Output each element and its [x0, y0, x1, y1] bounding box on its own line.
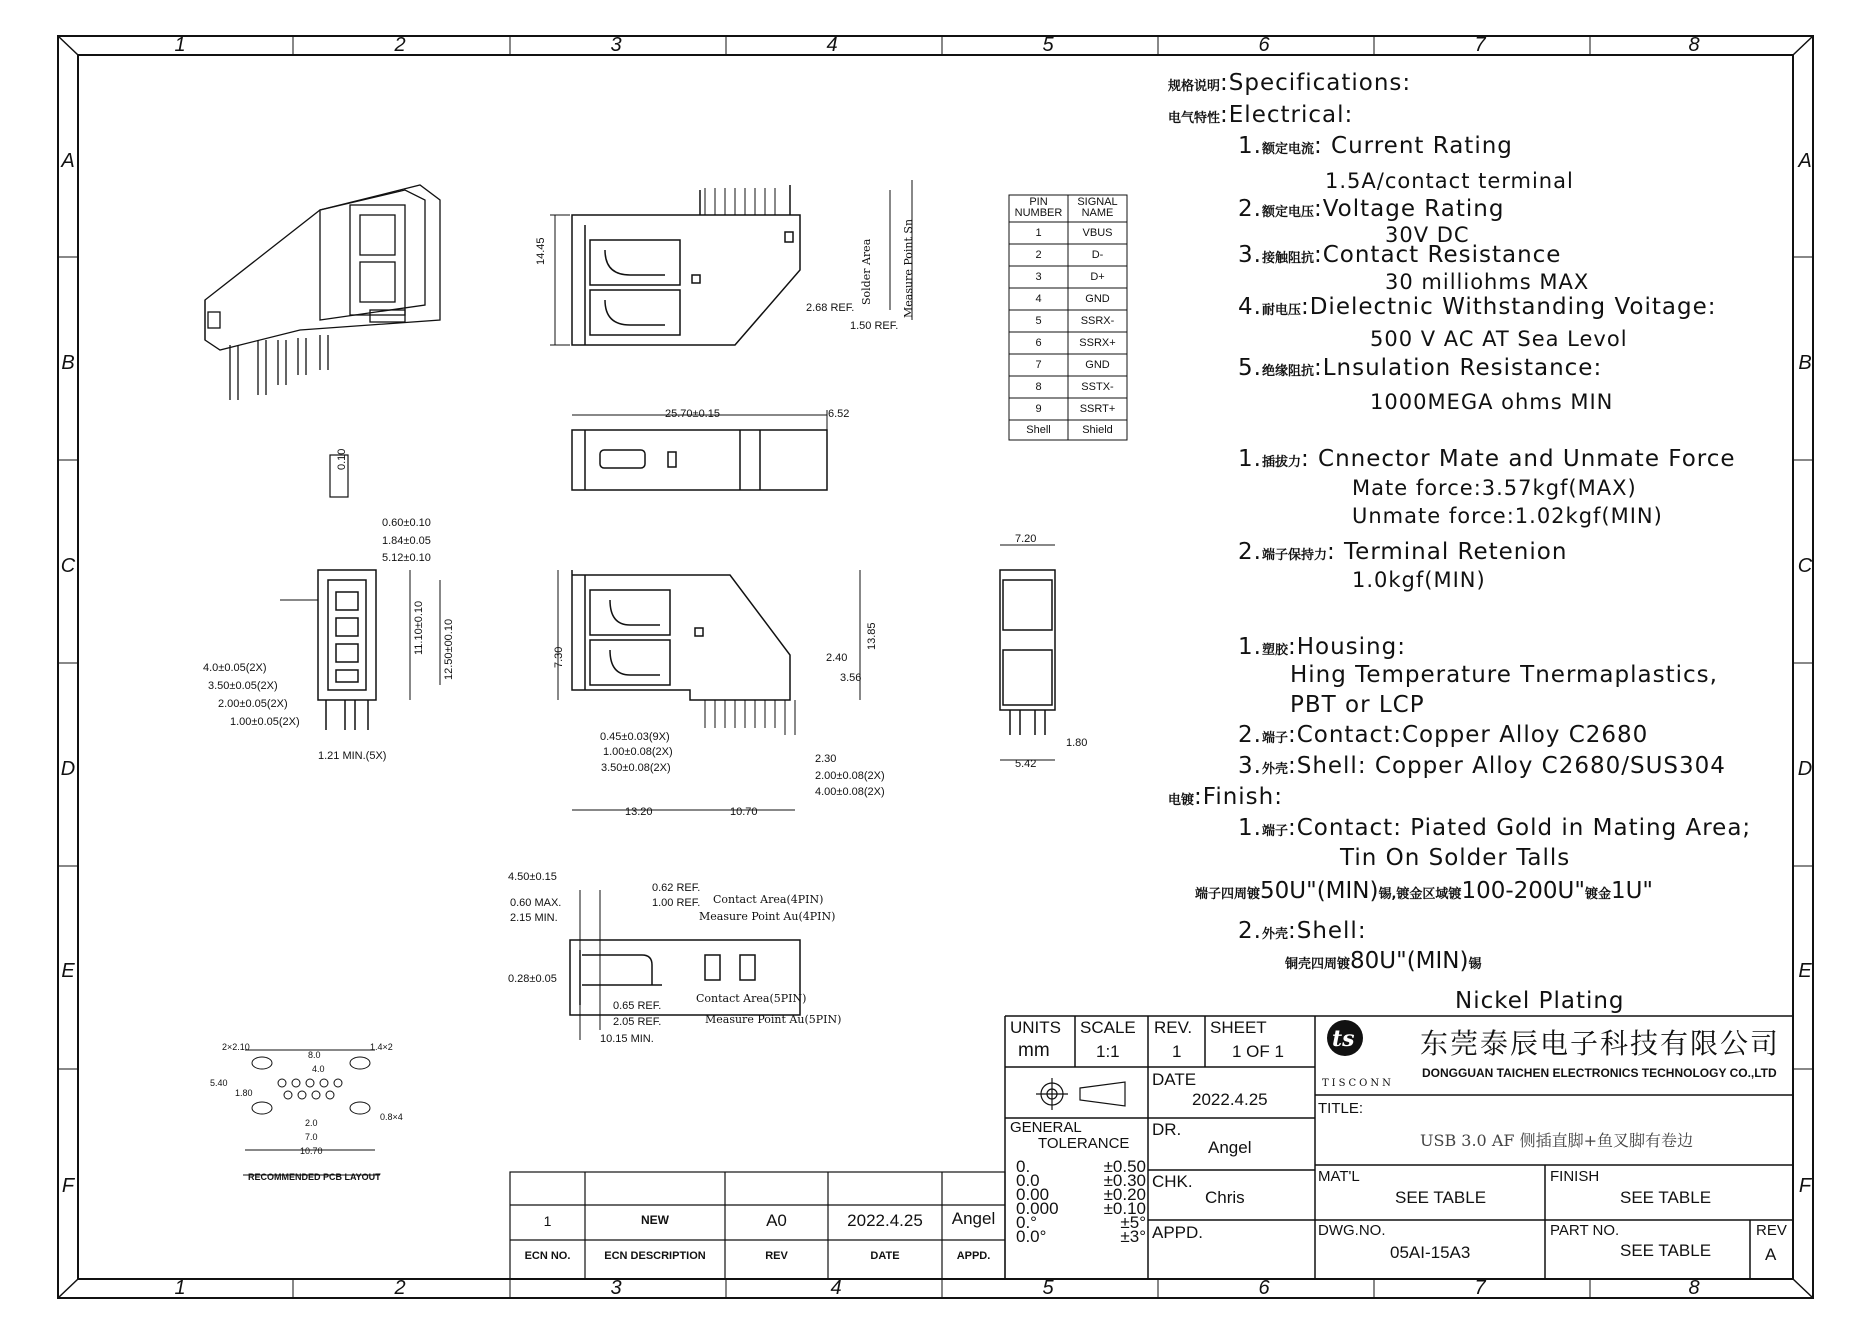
tb-part: SEE TABLE [1620, 1241, 1712, 1260]
pcb-dim-8-0: 8.0 [308, 1050, 321, 1060]
pin-signal: VBUS [1082, 227, 1113, 239]
dim-2-40: 2.40 [826, 652, 848, 664]
dim-7-20: 7.20 [1015, 533, 1037, 545]
label-measure-4pin: Measure Point Au(4PIN) [699, 910, 836, 923]
pin-row: 6 [1035, 337, 1042, 349]
pin-row: 8 [1035, 381, 1042, 393]
tb-dr: Angel [1208, 1138, 1252, 1157]
plating-v-1: 50U"(MIN) [1260, 878, 1379, 904]
pcb-dim-2x2-10: 2×2.10 [222, 1042, 250, 1052]
spec-dw-en: Dielectnic Withstanding Voitage: [1309, 294, 1717, 320]
tb-dr-label: DR. [1152, 1120, 1182, 1139]
spec-ret-en: Terminal Retenion [1344, 539, 1568, 565]
spec-fc-num: 1. [1238, 815, 1262, 841]
label-solder-area: Solder Area [860, 238, 873, 305]
tb-scale: 1:1 [1096, 1042, 1120, 1061]
pin-signal: D+ [1090, 271, 1105, 283]
grid-col-1: 1 [174, 34, 186, 56]
spec-current-value: 1.5A/contact terminal [1325, 169, 1574, 193]
spec-contact-resistance: 3.接触阻抗:Contact Resistance [1238, 242, 1562, 268]
tb-company-en: DONGGUAN TAICHEN ELECTRONICS TECHNOLOGY CO.,LTD [1422, 1066, 1777, 1080]
projection-symbol-icon [1036, 1078, 1125, 1110]
dim-10-70: 10.70 [730, 806, 758, 818]
tol-val: ±0.20 [1103, 1185, 1146, 1204]
rev-rev: A0 [766, 1211, 787, 1230]
tb-company-cn: 东莞泰辰电子科技有限公司 [1420, 1027, 1781, 1060]
pcb-dim-2-0: 2.0 [305, 1118, 318, 1128]
tb-rev2-label: REV [1756, 1222, 1787, 1239]
tol-val: ±0.10 [1103, 1199, 1146, 1218]
pin-row: 5 [1035, 315, 1042, 327]
dim-3-50b: 3.50±0.08(2X) [601, 762, 671, 774]
label-measure-5pin: Measure Point Au(5PIN) [705, 1013, 842, 1026]
grid-col-8: 8 [1688, 34, 1700, 56]
spec-plating-note [1195, 878, 1653, 904]
tb-rev-label: REV. [1154, 1018, 1193, 1037]
spec-fc-cn: 端子 [1261, 824, 1288, 839]
spec-current-en: Current Rating [1331, 133, 1513, 159]
tb-rev2: A [1765, 1245, 1777, 1264]
spec-insulation: 5.绝缘阻抗:Lnsulation Resistance: [1238, 355, 1603, 381]
spec-ir-en: Lnsulation Resistance: [1322, 355, 1603, 381]
spec-ir-num: 5. [1238, 355, 1262, 381]
label-contact-area-5pin: Contact Area(5PIN) [696, 992, 807, 1005]
tb-tol-label-1: GENERAL [1010, 1119, 1082, 1136]
spec-shell-plating [1285, 948, 1482, 974]
grid-col-7-bottom: 7 [1474, 1277, 1486, 1299]
spec-housing-en: Housing: [1296, 634, 1406, 660]
grid-row-e-right: E [1798, 960, 1812, 982]
dim-3-56: 3.56 [840, 672, 862, 684]
grid-row-e: E [61, 960, 75, 982]
spec-electrical-en: Electrical: [1228, 102, 1354, 128]
spec-dw-num: 4. [1238, 294, 1262, 320]
tb-tolerance-table [1016, 1157, 1146, 1246]
spec-housing-value-2: PBT or LCP [1290, 692, 1425, 718]
tb-tol-label-2: TOLERANCE [1038, 1135, 1130, 1152]
dim-0-65-ref: 0.65 REF. [613, 1000, 662, 1012]
grid-row-c-right: C [1797, 555, 1813, 577]
dim-1-50-ref: 1.50 REF. [850, 320, 899, 332]
tb-sheet: 1 OF 1 [1232, 1042, 1284, 1061]
spec-retention: 2.端子保持力: Terminal Retenion [1238, 539, 1568, 565]
spec-finish-cn: 电镀 [1168, 793, 1195, 808]
grid-col-1-bottom: 1 [174, 1277, 186, 1299]
rev-header-ecn: ECN NO. [524, 1250, 571, 1262]
dim-13-85: 13.85 [866, 622, 878, 650]
grid-row-b: B [61, 352, 75, 374]
pcb-dim-1-80: 1.80 [235, 1088, 253, 1098]
tb-tolerance-label [1010, 1120, 1129, 1152]
grid-col-5: 5 [1042, 34, 1054, 56]
spec-housing-num: 1. [1238, 634, 1262, 660]
grid-col-6: 6 [1258, 34, 1270, 56]
grid-col-5-bottom: 5 [1042, 1277, 1054, 1299]
tol-key: 0.0° [1016, 1227, 1047, 1246]
spec-voltage-en: Voltage Rating [1322, 196, 1505, 222]
rev-date: 2022.4.25 [847, 1211, 923, 1230]
grid-col-4-bottom: 4 [830, 1277, 842, 1299]
spec-contact-cn: 端子 [1261, 731, 1288, 746]
dim-0-60-max: 0.60 MAX. [510, 897, 562, 909]
pin-header-signal-1: SIGNAL [1077, 196, 1118, 208]
grid-row-a-right: A [1798, 150, 1812, 172]
pcb-dim-0-8x4: 0.8×4 [380, 1112, 403, 1122]
dim-4-00b: 4.00±0.08(2X) [815, 786, 885, 798]
spec-current-num: 1. [1238, 133, 1262, 159]
grid-col-6-bottom: 6 [1258, 1277, 1270, 1299]
spec-force: 1.插拔力: Cnnector Mate and Unmate Force [1238, 446, 1736, 472]
tol-val: ±5° [1120, 1213, 1146, 1232]
spec-force-en: Cnnector Mate and Unmate Force [1318, 446, 1736, 472]
pin-signal: D- [1091, 249, 1104, 261]
dim-1-00-ref: 1.00 REF. [652, 897, 701, 909]
grid-col-2-bottom: 2 [394, 1277, 406, 1299]
rev-header-desc: ECN DESCRIPTION [604, 1250, 706, 1262]
pin-signal: SSRX+ [1079, 337, 1116, 349]
tb-rev: 1 [1172, 1042, 1182, 1061]
spec-ir-cn: 绝缘阻抗 [1261, 364, 1314, 379]
spec-voltage-cn: 额定电压 [1261, 205, 1314, 220]
grid-row-d-right: D [1797, 758, 1813, 780]
dim-14-45: 14.45 [535, 237, 547, 265]
pcb-dim-1-4x2: 1.4×2 [370, 1042, 393, 1052]
spec-housing: 1.塑胶:Housing: [1238, 634, 1406, 660]
grid-col-4: 4 [826, 34, 838, 56]
spec-force-cn: 插拔力 [1261, 455, 1301, 470]
tb-title: USB 3.0 AF 侧插直脚+鱼叉脚有卷边 [1420, 1131, 1693, 1150]
dim-0-62-ref: 0.62 REF. [652, 882, 701, 894]
spec-shell-cn: 外壳 [1261, 762, 1288, 777]
pin-row: 2 [1035, 249, 1042, 261]
spec-finish-contact-value: Tin On Solder Talls [1340, 845, 1571, 871]
dim-2-30: 2.30 [815, 753, 837, 765]
tb-units-label: UNITS [1010, 1018, 1061, 1037]
spec-finish-contact: 1.端子:Contact: Piated Gold in Mating Area; [1238, 815, 1752, 841]
tol-key: 0.00 [1016, 1185, 1050, 1204]
pin-header-signal-2: NAME [1081, 207, 1114, 219]
pin-signal: GND [1085, 359, 1110, 371]
rev-header-date: DATE [870, 1250, 900, 1262]
spec-fs-en: Shell: [1296, 918, 1367, 944]
spec-current-cn: 额定电流 [1261, 142, 1314, 157]
dim-2-00b: 2.00±0.08(2X) [815, 770, 885, 782]
spec-retention-value: 1.0kgf(MIN) [1352, 568, 1486, 592]
tol-val: ±3° [1120, 1227, 1146, 1246]
spec-nickel: Nickel Plating [1455, 988, 1625, 1014]
grid-row-d: D [60, 758, 76, 780]
tb-dwg: 05AI-15A3 [1390, 1243, 1471, 1262]
dim-10-15-min: 10.15 MIN. [600, 1033, 654, 1045]
spec-contact-en: Contact:Copper Alloy C2680 [1296, 722, 1649, 748]
tb-part-label: PART NO. [1550, 1222, 1620, 1239]
grid-row-f: F [61, 1175, 75, 1197]
pin-signal: GND [1085, 293, 1110, 305]
pcb-dim-10-70: 10.70 [300, 1146, 323, 1156]
spec-title-cn: 规格说明 [1168, 79, 1221, 94]
spec-fc-en: Contact: Piated Gold in Mating Area; [1296, 815, 1752, 841]
pcb-dim-7-0: 7.0 [305, 1132, 318, 1142]
pin-header-number [1011, 197, 1066, 219]
shell-plating-v: 80U"(MIN) [1350, 948, 1469, 974]
tol-val: ±0.50 [1103, 1157, 1146, 1176]
spec-mate: Mate force:3.57kgf(MAX) [1352, 476, 1637, 500]
grid-col-8-bottom: 8 [1688, 1277, 1700, 1299]
rev-desc: NEW [641, 1213, 669, 1227]
front-view [280, 455, 440, 730]
spec-electrical: 电气特性:Electrical: [1168, 102, 1354, 128]
tb-scale-label: SCALE [1080, 1018, 1136, 1037]
dim-13-20: 13.20 [625, 806, 653, 818]
pcb-layout-title: RECOMMENDED PCB LAYOUT [248, 1172, 381, 1182]
spec-housing-value-1: Hing Temperature Tnermaplastics, [1290, 662, 1718, 688]
plating-cn-2: 锡,镀金区域镀 [1378, 887, 1462, 902]
spec-insulation-value: 1000MEGA ohms MIN [1370, 390, 1614, 414]
plating-v-2: 100-200U" [1461, 878, 1585, 904]
tb-dwg-label: DWG.NO. [1318, 1222, 1386, 1239]
label-contact-area-4pin: Contact Area(4PIN) [713, 893, 824, 906]
spec-force-num: 1. [1238, 446, 1262, 472]
dim-0-60: 0.60±0.10 [382, 517, 431, 529]
tb-title-label: TITLE: [1318, 1100, 1364, 1117]
spec-contact-num: 2. [1238, 722, 1262, 748]
spec-finish-shell: 2.外壳:Shell: [1238, 918, 1367, 944]
pin-row: 1 [1035, 227, 1042, 239]
dim-0-10: 0.10 [336, 448, 348, 470]
dim-5-12: 5.12±0.10 [382, 552, 431, 564]
shell-plating-cn-2: 锡 [1468, 957, 1482, 972]
spec-fs-cn: 外壳 [1261, 927, 1288, 942]
spec-cr-en: Contact Resistance [1322, 242, 1562, 268]
spec-contact: 2.端子:Contact:Copper Alloy C2680 [1238, 722, 1649, 748]
pcb-dim-5-40: 5.40 [210, 1078, 228, 1088]
dim-2-15-min: 2.15 MIN. [510, 912, 558, 924]
dim-2-05-ref: 2.05 REF. [613, 1016, 662, 1028]
grid-row-b-right: B [1798, 352, 1812, 374]
dim-0-45: 0.45±0.03(9X) [600, 731, 670, 743]
tb-chk-label: CHK. [1152, 1172, 1193, 1191]
spec-dielectric: 4.耐电压:Dielectnic Withstanding Voitage: [1238, 294, 1717, 320]
tb-chk: Chris [1205, 1188, 1245, 1207]
tb-finish-label: FINISH [1550, 1168, 1600, 1185]
tb-matl: SEE TABLE [1395, 1188, 1487, 1207]
spec-shell-num: 3. [1238, 753, 1262, 779]
dim-2-00: 2.00±0.05(2X) [218, 698, 288, 710]
grid-row-a: A [61, 150, 75, 172]
spec-housing-cn: 塑胶 [1261, 643, 1288, 658]
plating-cn-3: 镀金 [1584, 887, 1611, 902]
pin-header-number-2: NUMBER [1014, 207, 1063, 219]
tb-appd-label: APPD. [1152, 1223, 1204, 1242]
spec-cr-num: 3. [1238, 242, 1262, 268]
dim-3-50: 3.50±0.05(2X) [208, 680, 278, 692]
spec-ret-num: 2. [1238, 539, 1262, 565]
tisconn-logo-icon [1327, 1020, 1363, 1056]
spec-voltage: 2.额定电压:Voltage Rating [1238, 196, 1505, 222]
pin-row: 9 [1035, 403, 1042, 415]
spec-electrical-cn: 电气特性 [1168, 111, 1221, 126]
rev-header-rev: REV [765, 1250, 788, 1262]
grid-row-f-right: F [1798, 1175, 1812, 1197]
tb-finish: SEE TABLE [1620, 1188, 1712, 1207]
svg-text:ts: ts [1332, 1026, 1355, 1052]
pin-row: 3 [1035, 271, 1042, 283]
dim-12-50: 12.50±00.10 [443, 618, 455, 680]
spec-voltage-num: 2. [1238, 196, 1262, 222]
dim-25-70: 25.70±0.15 [665, 408, 720, 420]
grid-col-2: 2 [394, 34, 406, 56]
spec-title: 规格说明:Specifications: [1168, 70, 1412, 96]
spec-shell-en: Shell: Copper Alloy C2680/SUS304 [1296, 753, 1726, 779]
tb-date: 2022.4.25 [1192, 1090, 1268, 1109]
pcb-dim-4-0: 4.0 [312, 1064, 325, 1074]
tb-logo-text: TISCONN [1322, 1078, 1394, 1089]
dim-2-68-ref: 2.68 REF. [806, 302, 855, 314]
pin-header-signal [1070, 197, 1125, 219]
end-view [1000, 545, 1055, 760]
spec-current: 1.额定电流: Current Rating [1238, 133, 1513, 159]
spec-contact-resistance-value: 30 milliohms MAX [1385, 270, 1590, 294]
grid-col-7: 7 [1474, 34, 1486, 56]
dim-1-80: 1.80 [1066, 737, 1088, 749]
plating-cn-1: 端子四周镀 [1195, 887, 1261, 902]
pin-row: 4 [1035, 293, 1042, 305]
plating-v-3: 1U" [1610, 878, 1654, 904]
grid-row-c: C [60, 555, 76, 577]
dim-1-84: 1.84±0.05 [382, 535, 431, 547]
rev-appd: Angel [951, 1209, 996, 1228]
pin-row: Shell [1026, 424, 1051, 436]
spec-dw-cn: 耐电压 [1261, 303, 1301, 318]
spec-shell: 3.外壳:Shell: Copper Alloy C2680/SUS304 [1238, 753, 1726, 779]
dim-1-21-min: 1.21 MIN.(5X) [318, 750, 387, 762]
tol-key: 0.000 [1016, 1199, 1059, 1218]
tb-date-label: DATE [1152, 1070, 1197, 1089]
isometric-view [205, 185, 440, 400]
grid-col-3: 3 [610, 34, 622, 56]
spec-cr-cn: 接触阻抗 [1261, 251, 1314, 266]
spec-finish-en: Finish: [1202, 784, 1283, 810]
dim-1-00: 1.00±0.05(2X) [230, 716, 300, 728]
pin-signal: SSRT+ [1079, 403, 1116, 415]
dim-11-10: 11.10±0.10 [413, 600, 425, 655]
pin-row: 7 [1035, 359, 1042, 371]
dim-1-00b: 1.00±0.08(2X) [603, 746, 673, 758]
grid-col-3-bottom: 3 [610, 1277, 622, 1299]
tol-key: 0.0 [1016, 1171, 1040, 1190]
spec-finish: 电镀:Finish: [1168, 784, 1283, 810]
pin-signal: SSRX- [1080, 315, 1115, 327]
tol-val: ±0.30 [1103, 1171, 1146, 1190]
dim-7-30: 7.30 [553, 646, 565, 668]
shell-plating-cn-1: 铜壳四周镀 [1285, 957, 1351, 972]
top-view [572, 410, 827, 490]
tol-key: 0. [1016, 1157, 1031, 1176]
tol-key: 0.° [1016, 1213, 1037, 1232]
spec-title-en: Specifications: [1228, 70, 1412, 96]
dim-6-52: 6.52 [828, 408, 850, 420]
spec-unmate: Unmate force:1.02kgf(MIN) [1352, 504, 1663, 528]
dim-4-50: 4.50±0.15 [508, 871, 557, 883]
spec-fs-num: 2. [1238, 918, 1262, 944]
rev-ecn: 1 [543, 1213, 552, 1229]
rev-header-appd: APPD. [956, 1250, 991, 1262]
pin-signal: SSTX- [1081, 381, 1114, 393]
pin-header-number-1: PIN [1029, 196, 1048, 208]
spec-ret-cn: 端子保持力 [1261, 548, 1327, 563]
tol-row [1016, 1227, 1146, 1246]
spec-voltage-value: 30V DC [1385, 223, 1470, 247]
label-measure-sn: Measure Point Sn [902, 218, 915, 318]
dim-0-28: 0.28±0.05 [508, 973, 557, 985]
spec-dielectric-value: 500 V AC AT Sea Levol [1370, 327, 1628, 351]
tb-sheet-label: SHEET [1210, 1018, 1267, 1037]
tb-units: mm [1018, 1040, 1050, 1061]
pin-signal: Shield [1082, 424, 1113, 436]
dim-5-42: 5.42 [1015, 758, 1037, 770]
dim-4-0: 4.0±0.05(2X) [203, 662, 267, 674]
tb-matl-label: MAT'L [1318, 1168, 1360, 1185]
